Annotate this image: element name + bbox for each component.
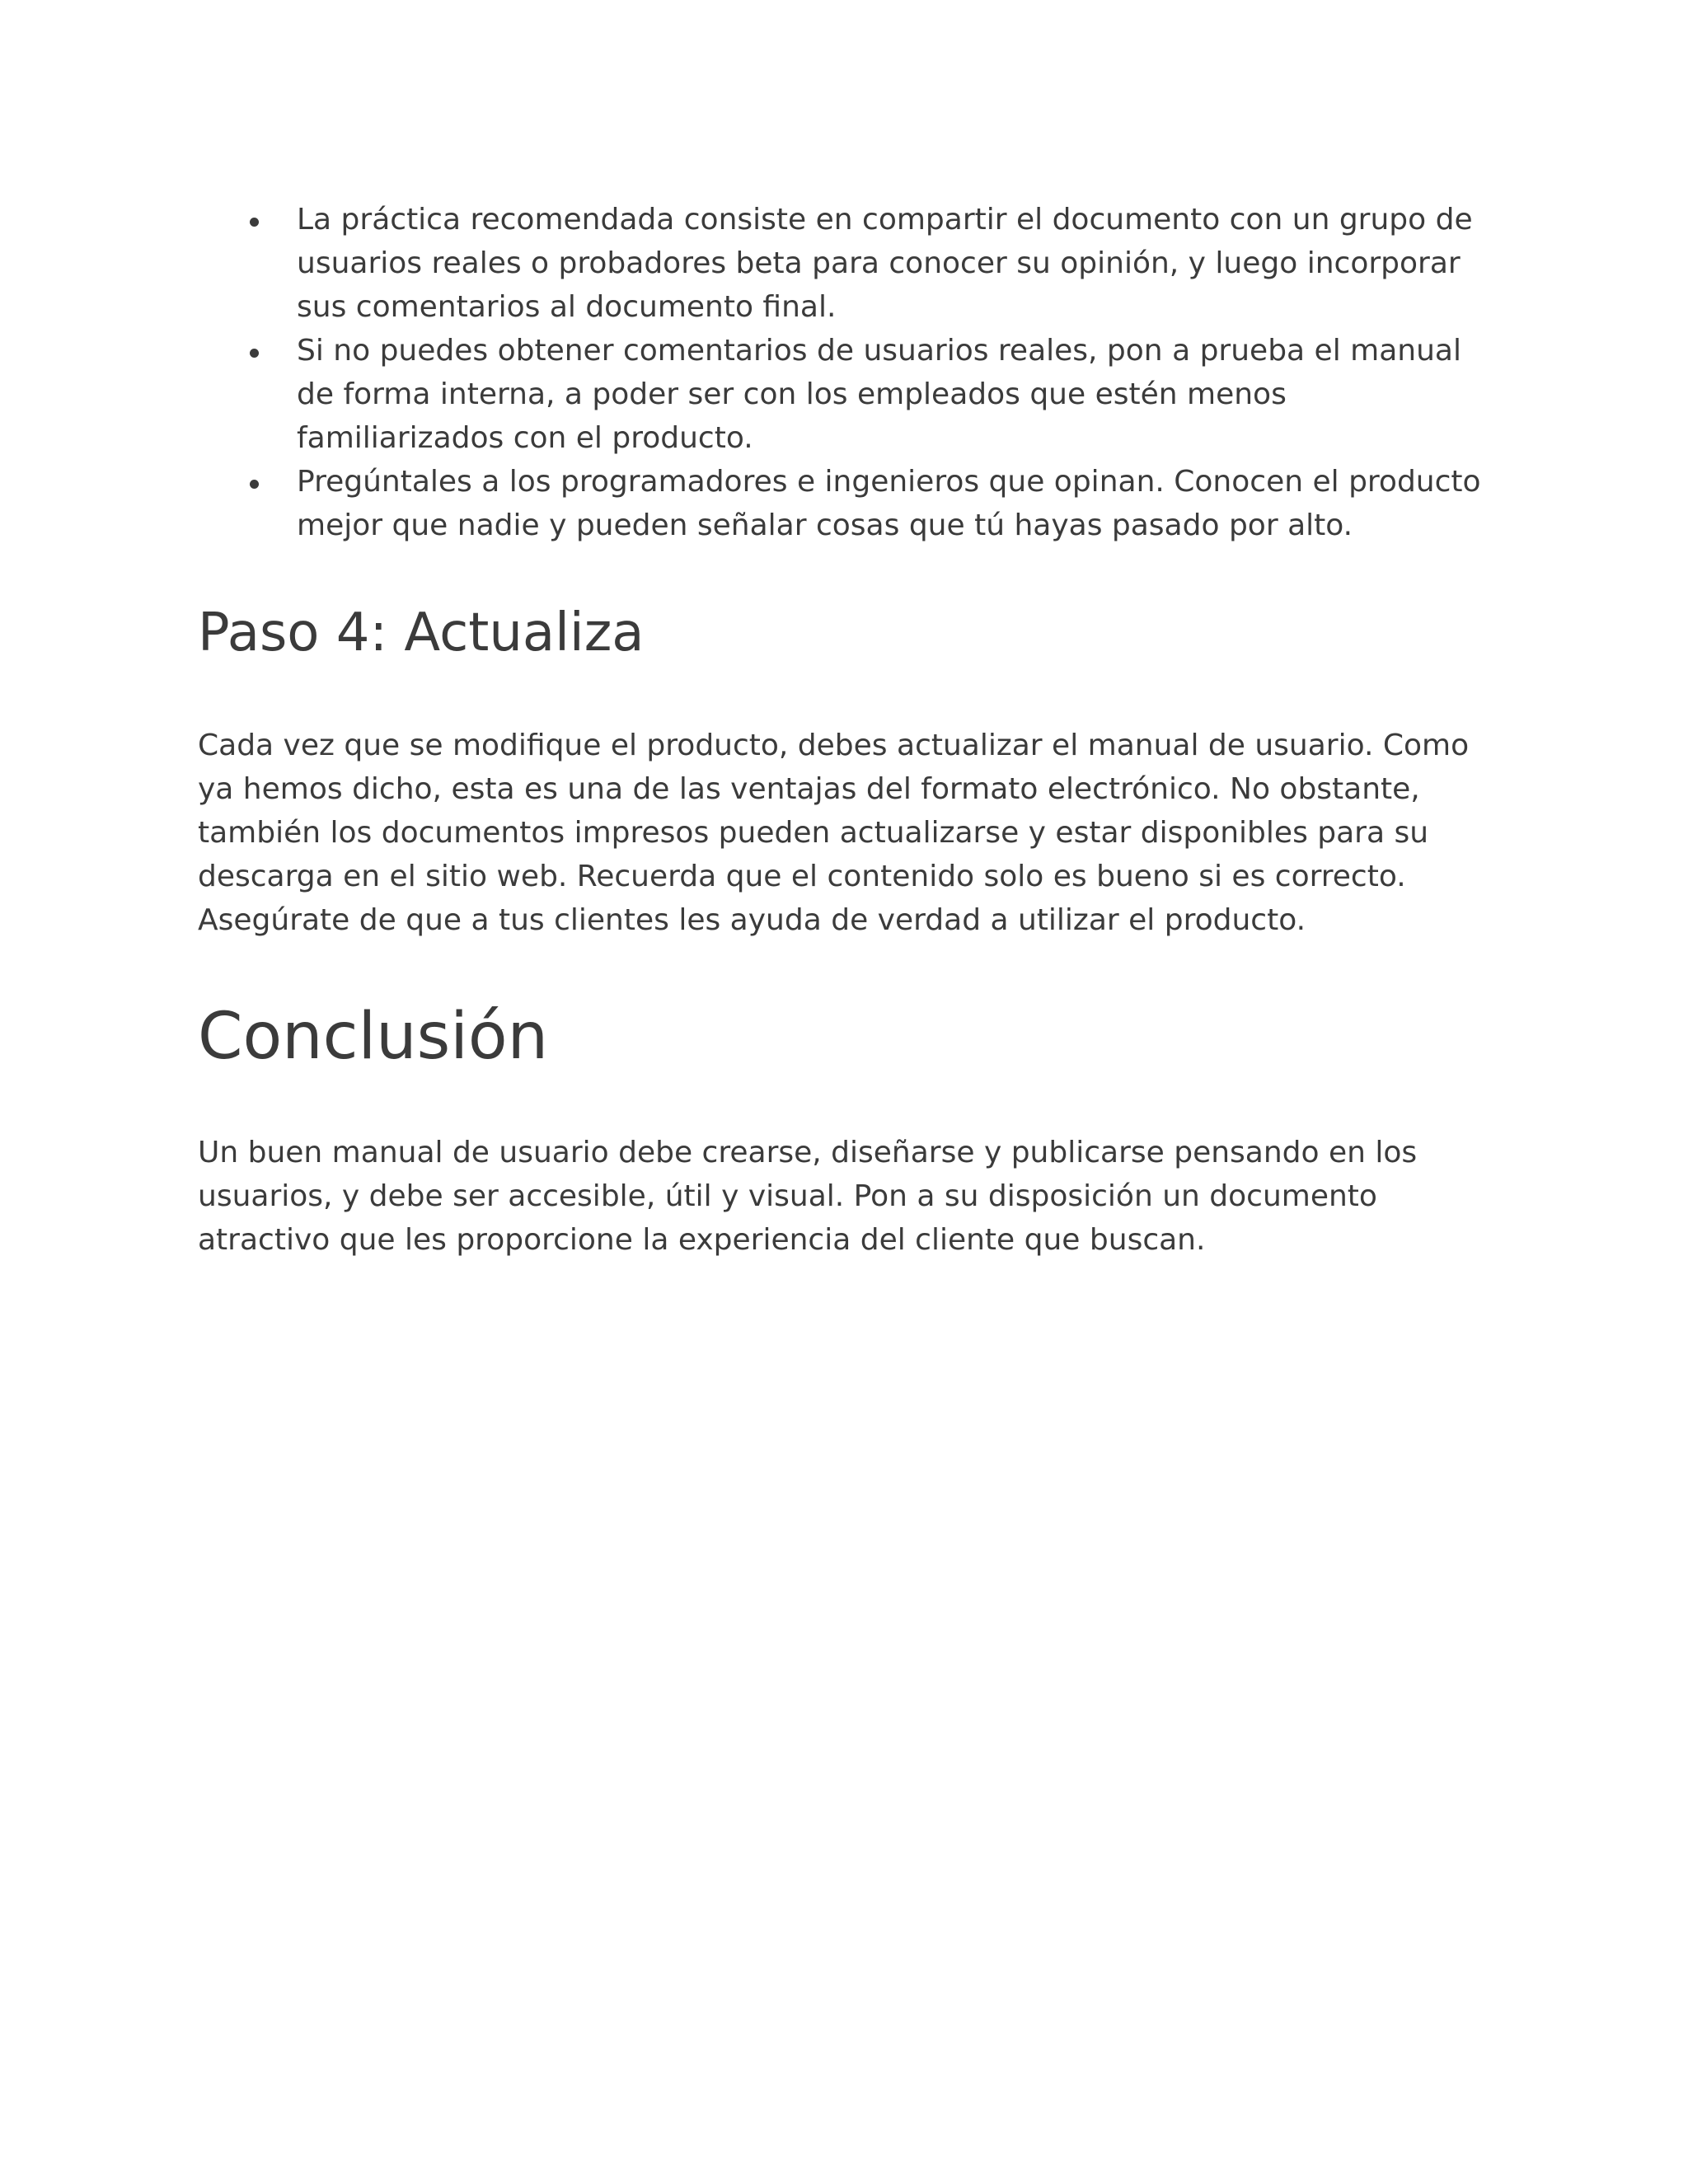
list-item [297,329,1500,460]
list-item-text: Pregúntales a los programadores e ingenieros que opinan. Conocen el producto mejor que nadie y pueden señalar cosas que tú hayas pasado por alto. [297,465,1481,542]
conclusion-heading: Conclusión [198,1000,549,1074]
feedback-bullet-list [297,198,1500,547]
bullet-icon [250,218,259,227]
list-item [297,460,1500,547]
conclusion-paragraph: Un buen manual de usuario debe crearse, diseñarse y publicarse pensando en los usuarios, y debe ser accesible, útil y visual. Pon a su disposición un documento atractivo que les proporcione la experiencia del cliente que buscan. [198,1136,1418,1257]
list-item-text: La práctica recomendada consiste en compartir el documento con un grupo de usuarios reales o probadores beta para conocer su opinión, y luego incorporar sus comentarios al documento final. [297,203,1473,324]
bullet-icon [250,349,259,358]
bullet-icon [250,480,259,489]
step-4-paragraph: Cada vez que se modifique el producto, debes actualizar el manual de usuario. Como ya hemos dicho, esta es una de las ventajas del formato electrónico. No obstante, también los documentos impresos pueden actualizarse y estar disponibles para su descarga en el sitio web. Recuerda que el contenido solo es bueno si es correcto. Asegúrate de que a tus clientes les ayuda de verdad a utilizar el producto. [198,729,1470,937]
list-item [297,198,1500,329]
step-4-heading: Paso 4: Actualiza [198,602,645,663]
list-item-text: Si no puedes obtener comentarios de usuarios reales, pon a prueba el manual de forma interna, a poder ser con los empleados que estén menos familiarizados con el producto. [297,334,1461,455]
